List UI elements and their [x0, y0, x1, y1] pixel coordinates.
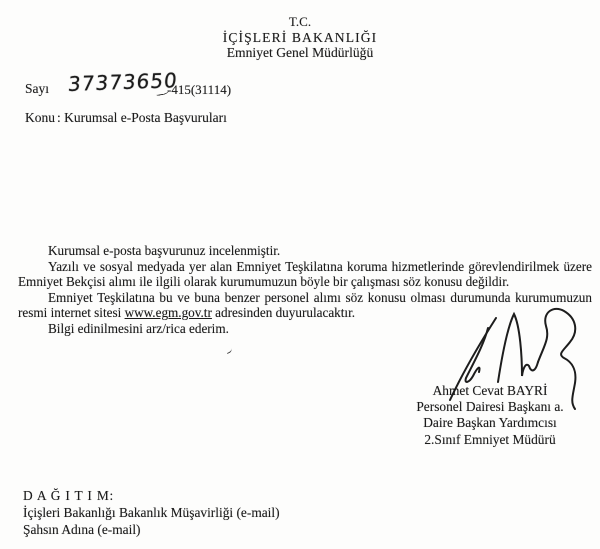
signer-block	[378, 383, 600, 448]
distribution-list	[23, 487, 280, 538]
ink-speck-icon	[225, 347, 233, 354]
distribution-item: İçişleri Bakanlığı Bakanlık Müşavirliği (e-mail)	[23, 505, 280, 520]
sayi-label: Sayı	[25, 81, 50, 96]
letterhead-ministry: İÇİŞLERİ BAKANLIĞI	[222, 29, 378, 45]
paragraph-1: Kurumsal e-posta başvurunuz incelenmiştir.	[48, 243, 281, 258]
letterhead-directorate: Emniyet Genel Müdürlüğü	[226, 45, 374, 60]
paragraph-2: Yazılı ve sosyal medyada yer alan Emniyet Teşkilatına koruma hizmetlerinde görevlendirilmek üzere Emniyet Bekçisi alımı ile ilgili olarak kurumumuzun böyle bir çalışması söz konusu değildir.	[18, 258, 592, 290]
distribution-heading: D A Ğ I T I M:	[23, 488, 115, 503]
paragraph-3-text: Emniyet Teşkilatına bu ve buna benzer personel alımı söz konusu olması durumunda kurumumuzun resmi internet sitesi	[18, 289, 592, 321]
signer-title-1: Personel Dairesi Başkanı a.	[416, 399, 564, 415]
signer-title-2: Daire Başkan Yardımcısı	[423, 415, 557, 431]
signer-name: Ahmet Cevat BAYRİ	[432, 383, 548, 398]
konu-value: : Kurumsal e-Posta Başvuruları	[57, 110, 227, 125]
paragraph-4: Bilgi edinilmesini arz/rica ederim.	[48, 320, 229, 336]
konu-label: Konu	[25, 110, 55, 125]
sayi-typed-number: -415(31114)	[167, 82, 232, 97]
egm-website-url: www.egm.gov.tr	[124, 305, 212, 321]
distribution-item: Şahsın Adına (e-mail)	[23, 522, 141, 537]
signer-title-3: 2.Sınıf Emniyet Müdürü	[424, 431, 556, 447]
sayi-handwritten-number: 37373650	[66, 68, 179, 96]
paragraph-3-tail: adresinden duyurulacaktır.	[211, 305, 356, 321]
letterhead-tc: T.C.	[288, 14, 312, 29]
letterhead	[0, 14, 600, 61]
